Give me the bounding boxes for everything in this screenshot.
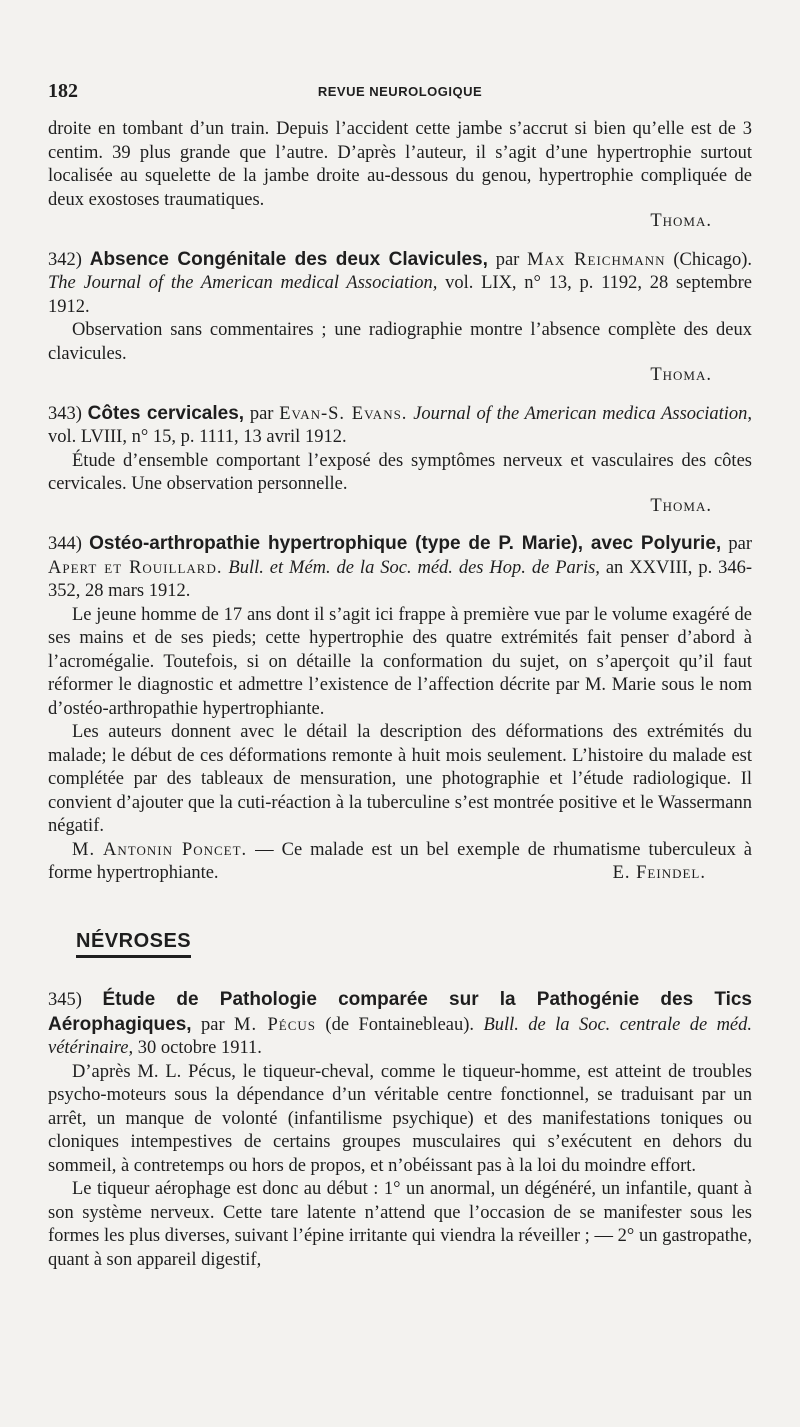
entry-345-heading: 345) Étude de Pathologie comparée sur la Pathogénie des Tics Aérophagiques, par M. Pécus (de Fontainebleau). Bull. de la Soc. centrale de méd. vétérinaire, 30 octobre 1911.: [48, 989, 753, 1058]
entry-345-author: M. Pécus: [234, 1014, 317, 1035]
entry-345-paragraph-1: D’après M. L. Pécus, le tiqueur-cheval, comme le tiqueur-homme, est atteint de troubles psycho-moteurs sous la dépendance d’un véritable centre fonctionnel, se traduisant par un arrêt, un manque de volonté (infantilisme psychique) et des manifestations toniques ou cloniques intempestives de certains groupes musculaires qui s’exécutent en dehors du sommeil, à contretemps ou hors de propos, et n’obéissant pas à la loi du moindre effort.: [48, 1061, 752, 1176]
entry-343-journal: Journal of the American medica Association,: [413, 403, 753, 424]
entry-344-paragraph-2: Les auteurs donnent avec le détail la description des déformations des extrémités du malade; le début de ces déformations remonte à huit mois seulement. L’histoire du malade est complétée par des tableaux de mensuration, une photographie et l’étude radiologique. Il convient d’ajouter que la cuti-réaction à la tuberculine s’est montrée positive et le Wassermann négatif.: [48, 722, 752, 836]
entry-342-signature: Thoma.: [650, 365, 712, 385]
entry-344-journal: Bull. et Mém. de la Soc. méd. des Hop. de Paris,: [228, 557, 600, 578]
entry-345-journal: Bull. de la Soc. centrale de méd. vétérinaire,: [48, 1014, 753, 1058]
entry-345-number: 345): [48, 990, 82, 1010]
entry-344-signature: E. Feindel.: [612, 863, 706, 883]
entry-342-journal: The Journal of the American medical Association,: [48, 273, 438, 293]
entry-344-paragraph-1: Le jeune homme de 17 ans dont il s’agit ici frappe à première vue par le volume exagéré de ses mains et de ses pieds; cette hypertrophie des quatre extrémités fait penser d’abord à l’acromégalie. Toutefois, si on détaille la conformation du sujet, on s’aperçoit qu’il faut réformer le diagnostic et admettre l’existence de l’affection décrite par M. Marie sous le nom d’ostéo-arthropathie hypertrophiante.: [48, 604, 752, 719]
journal-title: REVUE NEUROLOGIQUE: [317, 84, 483, 99]
entry-344-authors: Apert et Rouillard.: [48, 557, 223, 578]
entry-342-number: 342): [48, 249, 82, 270]
entry-343-number: 343): [48, 403, 82, 424]
entry-344-discussant: M. Antonin Poncet.: [72, 839, 248, 860]
entry-342-author: Max Reichmann: [527, 249, 666, 270]
entry-343-signature: Thoma.: [650, 495, 712, 516]
entry-344-title: Ostéo-arthropathie hypertrophique (type de P. Marie), avec Polyurie,: [89, 533, 722, 554]
entry-343-title: Côtes cervicales,: [87, 402, 245, 424]
page-body: [48, 118, 752, 1272]
entry-341-tail-text: droite en tombant d’un train. Depuis l’accident cette jambe s’accrut si bien qu’elle est de 3 centim. 39 plus grande que l’autre. D’après l’auteur, il s’agit d’une hypertrophie surtout localisée au squelette de la jambe droite au-dessous du genou, hypertrophie compliquée de deux exostoses traumatiques.: [48, 119, 752, 210]
page-number: 182: [48, 80, 78, 102]
entry-343-abstract: Étude d’ensemble comportant l’exposé des symptômes nerveux et vasculaires des côtes cervicales. Une observation personnelle.: [48, 450, 752, 494]
running-header: [48, 80, 752, 102]
entry-342-title: Absence Congénitale des deux Clavicules,: [89, 248, 488, 270]
section-heading: NÉVROSES: [76, 930, 191, 959]
entry-344-number: 344): [48, 534, 82, 554]
entry-344-heading: 344) Ostéo-arthropathie hypertrophique (type de P. Marie), avec Polyurie, par Apert et Rouillard. Bull. et Mém. de la Soc. méd. des Hop. de Paris, an XXVIII, p. 346-352, 28 mars 1912.: [48, 533, 753, 601]
entry-341-signature: Thoma.: [650, 211, 712, 231]
entry-342-heading: 342) Absence Congénitale des deux Clavicules, par Max Reichmann (Chicago). The Journal of the American medical Association, vol. LIX, n° 13, p. 1192, 28 septembre 1912.: [48, 248, 752, 317]
entry-345-paragraph-2: Le tiqueur aérophage est donc au début : 1° un anormal, un dégénéré, un infantile, quant à son système nerveux. Cette tare latente n’attend que l’occasion de se manifester sous les formes les plus diverses, suivant l’épine irritante qui viendra la réveiller ; — 2° un gastropathe, quant à son appareil digestif,: [48, 1179, 752, 1270]
entry-344-paragraph-3: M. Antonin Poncet. — Ce malade est un bel exemple de rhumatisme tuberculeux à forme hypertrophiante. E. Feindel.: [48, 839, 752, 886]
entry-345-title: Étude de Pathologie comparée sur la Pathogénie des Tics Aérophagiques,: [48, 989, 752, 1035]
entry-343-heading: 343) Côtes cervicales, par Evan-S. Evans. Journal of the American medica Association, vol. LVIII, n° 15, p. 1111, 13 avril 1912.: [48, 402, 753, 447]
entry-342-abstract: Observation sans commentaires ; une radiographie montre l’absence complète des deux clavicules.: [48, 320, 752, 364]
entry-343-author: Evan-S. Evans.: [279, 403, 408, 424]
